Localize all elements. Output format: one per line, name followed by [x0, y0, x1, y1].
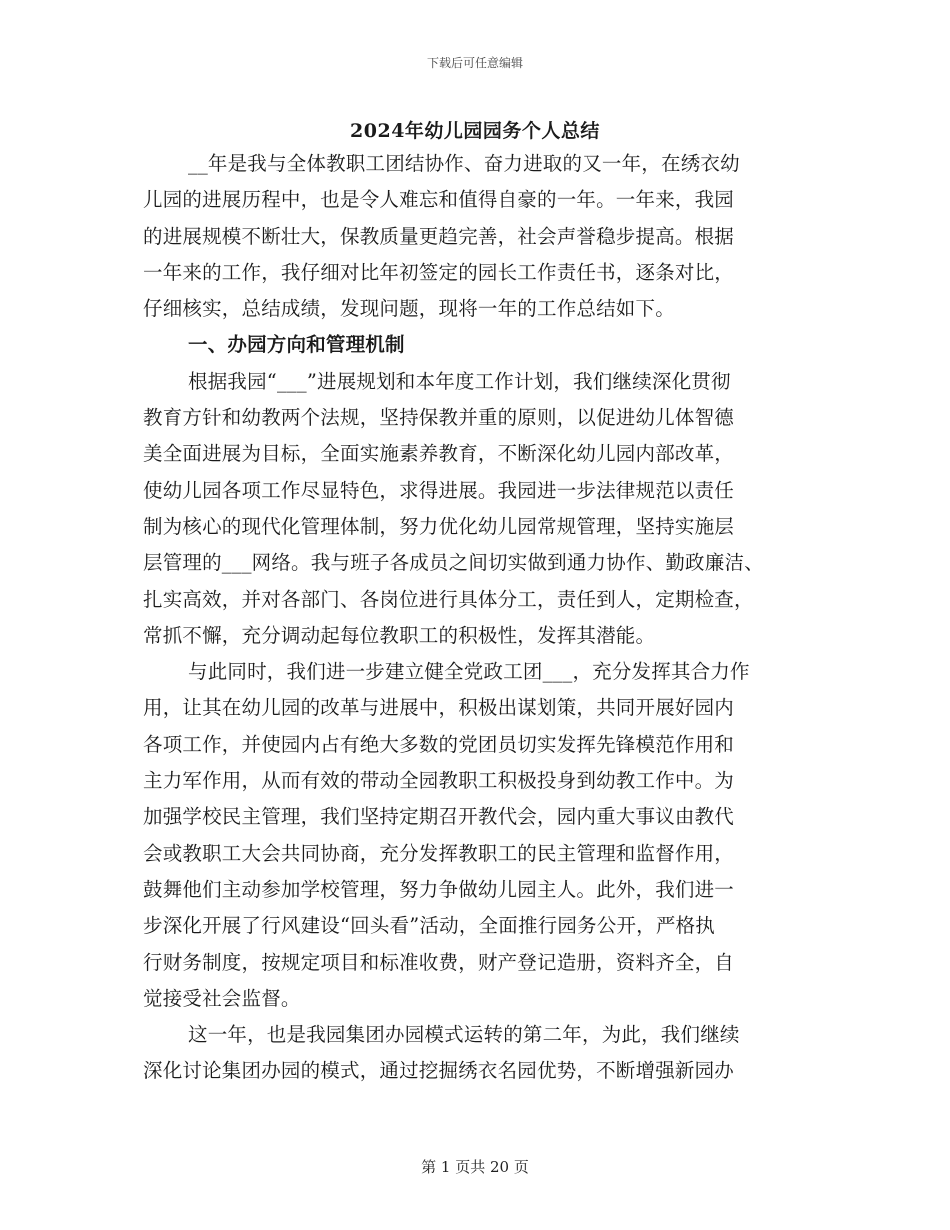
text-line: 仔细核实，总结成绩，发现问题，现将一年的工作总结如下。 [143, 297, 675, 321]
text-line: 根据我园“___”进展规划和本年度工作计划，我们继续深化贯彻 [188, 369, 731, 393]
text-line: 觉接受社会监督。 [143, 986, 301, 1010]
text-line: 深化讨论集团办园的模式，通过挖掘绣衣名园优势，不断增强新园办 [143, 1059, 735, 1083]
text-line: 的进展规模不断壮大，保教质量更趋完善，社会声誉稳步提高。根据 [143, 224, 735, 248]
text-line: 常抓不懈，充分调动起每位教职工的积极性，发挥其潜能。 [143, 623, 656, 647]
text-line: 使幼儿园各项工作尽显特色，求得进展。我园进一步法律规范以责任 [143, 478, 735, 502]
text-line: 一年来的工作，我仔细对比年初签定的园长工作责任书，逐条对比， [143, 260, 735, 284]
document-title: 2024年幼儿园园务个人总结 [350, 120, 600, 142]
text-line: 会或教职工大会共同协商，充分发挥教职工的民主管理和监督作用， [143, 841, 735, 865]
text-line: 主力军作用，从而有效的带动全园教职工积极投身到幼教工作中。为 [143, 769, 735, 793]
text-line: 儿园的进展历程中，也是令人难忘和值得自豪的一年。一年来，我园 [143, 188, 735, 212]
text-line: 各项工作，并使园内占有绝大多数的党团员切实发挥先锋模范作用和 [143, 732, 735, 756]
text-line: 制为核心的现代化管理体制，努力优化幼儿园常规管理，坚持实施层 [143, 514, 735, 538]
text-line: 鼓舞他们主动参加学校管理，努力争做幼儿园主人。此外，我们进一 [143, 877, 735, 901]
text-line: 与此同时，我们进一步建立健全党政工团___，充分发挥其合力作 [188, 660, 750, 684]
text-line: 行财务制度，按规定项目和标准收费，财产登记造册，资料齐全，自 [143, 950, 735, 974]
header-note: 下载后可任意编辑 [426, 56, 523, 70]
text-line: 教育方针和幼教两个法规，坚持保教并重的原则，以促进幼儿体智德 [143, 406, 735, 430]
text-line: 用，让其在幼儿园的改革与进展中，积极出谋划策，共同开展好园内 [143, 696, 735, 720]
text-line: __年是我与全体教职工团结协作、奋力进取的又一年，在绣衣幼 [188, 152, 740, 175]
text-line: 步深化开展了行风建设“回头看”活动，全面推行园务公开，严格执 [143, 914, 715, 938]
document-body [143, 146, 803, 1090]
section-heading: 一、办园方向和管理机制 [188, 333, 405, 357]
text-line: 加强学校民主管理，我们坚持定期召开教代会，园内重大事议由教代 [143, 805, 735, 829]
text-line: 扎实高效，并对各部门、各岗位进行具体分工，责任到人，定期检查， [143, 587, 754, 611]
page-footer: 第 1 页共 20 页 [421, 1158, 529, 1176]
text-line: 层管理的___网络。我与班子各成员之间切实做到通力协作、勤政廉洁、 [143, 551, 764, 575]
text-line: 这一年，也是我园集团办园模式运转的第二年，为此，我们继续 [188, 1023, 740, 1047]
text-line: 美全面进展为目标，全面实施素养教育，不断深化幼儿园内部改革， [143, 442, 735, 466]
